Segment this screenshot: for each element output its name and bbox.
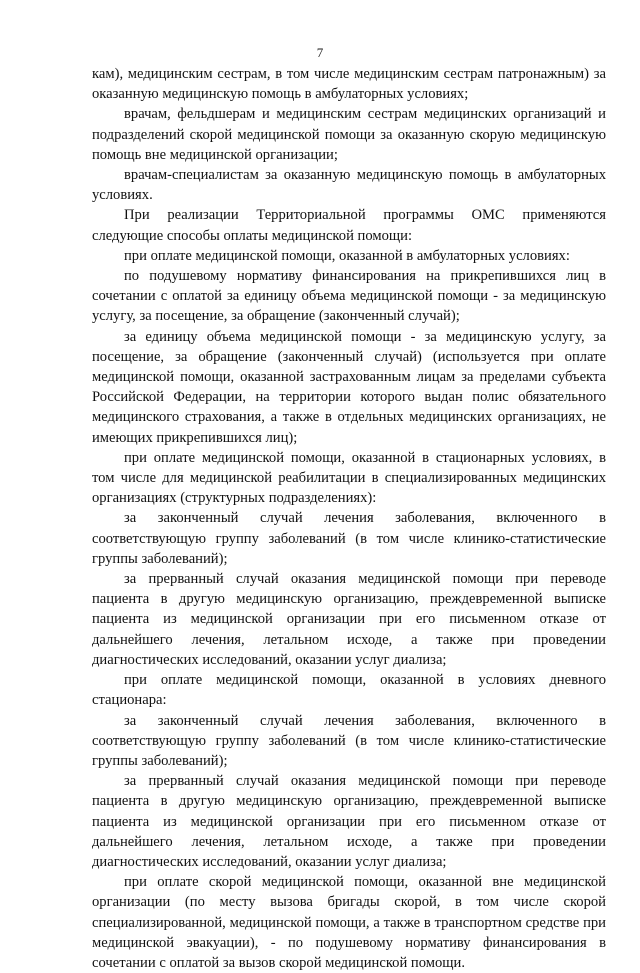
paragraph: врачам-специалистам за оказанную медицинскую помощь в амбулаторных условиях. (92, 167, 606, 204)
document-body (92, 64, 606, 973)
paragraph: при оплате медицинской помощи, оказанной в условиях дневного стационара: (92, 672, 606, 709)
paragraph: при оплате медицинской помощи, оказанной в амбулаторных условиях: (124, 247, 570, 264)
paragraph: за законченный случай лечения заболевания, включенного в соответствующую группу заболеваний (в том числе клинико-статистические группы заболеваний); (92, 510, 606, 567)
paragraph: При реализации Территориальной программы ОМС применяются следующие способы оплаты медицинской помощи: (92, 207, 606, 244)
page-number: 7 (316, 45, 324, 60)
paragraph: при оплате медицинской помощи, оказанной в стационарных условиях, в том числе для медицинской реабилитации в специализированных медицинских организациях (структурных подразделениях): (92, 449, 606, 507)
paragraph: за законченный случай лечения заболевания, включенного в соответствующую группу заболеваний (в том числе клинико-статистические группы заболеваний); (92, 712, 606, 769)
paragraph: при оплате скорой медицинской помощи, оказанной вне медицинской организации (по месту вызова бригады скорой, в том числе скорой специализированной, медицинской помощи, а также в транспортном средстве при медицинской эвакуации), - по подушевому нормативу финансирования в сочетании с оплатой за вызов скорой медицинской помощи. (92, 874, 606, 971)
paragraph: за прерванный случай оказания медицинской помощи при переводе пациента в другую медицинскую организацию, преждевременной выписке пациента из медицинской организации при его письменном отказе от дальнейшего лечения, летальном исходе, а также при проведении диагностических исследований, оказании услуг диализа; (92, 571, 606, 668)
paragraph: за единицу объема медицинской помощи - за медицинскую услугу, за посещение, за обращение (законченный случай) (используется при оплате медицинской помощи, оказанной застрахованным лицам за пределами субъекта Российской Федерации, на территории которого выдан полис обязательного медицинского страхования, а также в отдельных медицинских организациях, не имеющих прикрепившихся лиц); (92, 328, 606, 446)
paragraph: за прерванный случай оказания медицинской помощи при переводе пациента в другую медицинскую организацию, преждевременной выписке пациента из медицинской организации при его письменном отказе от дальнейшего лечения, летальном исходе, а также при проведении диагностических исследований, оказании услуг диализа; (92, 773, 606, 870)
paragraph: врачам, фельдшерам и медицинским сестрам медицинских организаций и подразделений скорой медицинской помощи за оказанную скорую медицинскую помощь вне медицинской организации; (92, 106, 606, 163)
paragraph-continuation: кам), медицинским сестрам, в том числе медицинским сестрам патронажным) за оказанную медицинскую помощь в амбулаторных условиях; (92, 66, 606, 103)
paragraph: по подушевому нормативу финансирования на прикрепившихся лиц в сочетании с оплатой за единицу объема медицинской помощи - за медицинскую услугу, за посещение, за обращение (законченный случай); (92, 268, 606, 325)
